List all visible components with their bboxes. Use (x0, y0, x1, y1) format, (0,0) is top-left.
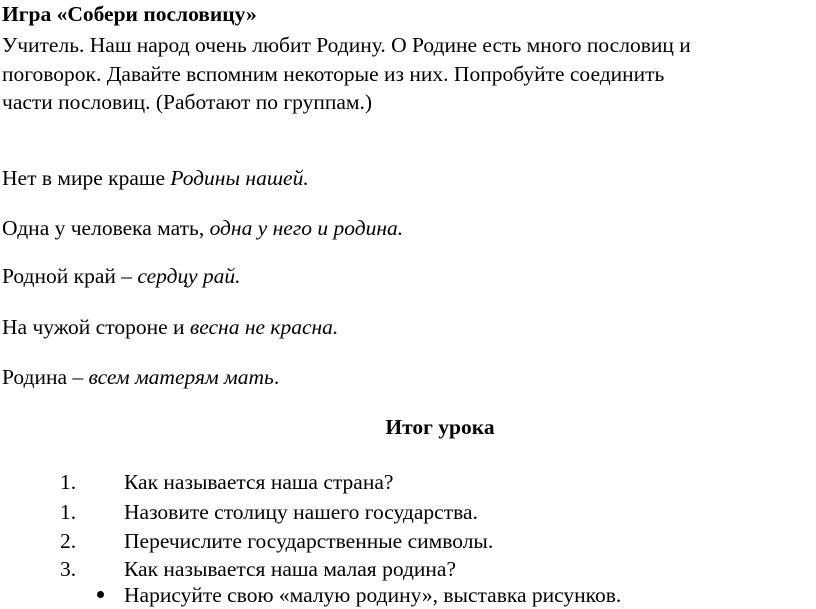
bullet-text: Нарисуйте свою «малую родину», выставка рисунков. (124, 583, 622, 607)
proverb-start: Родной край – (2, 264, 138, 288)
proverb-line (2, 315, 338, 340)
proverb-end: одна у него и родина. (209, 216, 404, 240)
list-text: Как называется наша страна? (124, 470, 394, 494)
intro-line: Учитель. Наш народ очень любит Родину. О Родине есть много пословиц и (2, 33, 691, 57)
proverb-start: Нет в мире краше (2, 166, 171, 190)
summary-heading: Итог урока (385, 415, 495, 439)
bullet-icon (97, 591, 104, 598)
proverb-line (2, 216, 403, 241)
list-text: Назовите столицу нашего государства. (124, 500, 478, 524)
proverb-tail: . (273, 365, 280, 389)
list-text: Перечислите государственные символы. (124, 529, 494, 553)
proverb-end: весна не красна. (189, 315, 339, 339)
proverb-line (2, 264, 241, 289)
list-number: 3. (60, 557, 77, 581)
game-title: Игра «Собери пословицу» (2, 2, 257, 26)
list-number: 2. (60, 529, 77, 553)
proverb-end: Родины нашей. (170, 166, 309, 190)
proverb-line (2, 166, 309, 191)
list-number: 1. (60, 500, 77, 524)
proverb-end: всем матерям мать (88, 365, 274, 389)
proverb-line (2, 365, 279, 390)
intro-line: поговорок. Давайте вспомним некоторые из них. Попробуйте соединить (2, 62, 665, 86)
list-text: Как называется наша малая родина? (124, 557, 456, 581)
proverb-end: сердцу рай. (137, 264, 241, 288)
intro-line: части пословиц. (Работают по группам.) (2, 90, 373, 114)
proverb-start: Одна у человека мать, (2, 216, 210, 240)
proverb-start: Родина – (2, 365, 89, 389)
list-number: 1. (60, 470, 77, 494)
proverb-start: На чужой стороне и (2, 315, 190, 339)
